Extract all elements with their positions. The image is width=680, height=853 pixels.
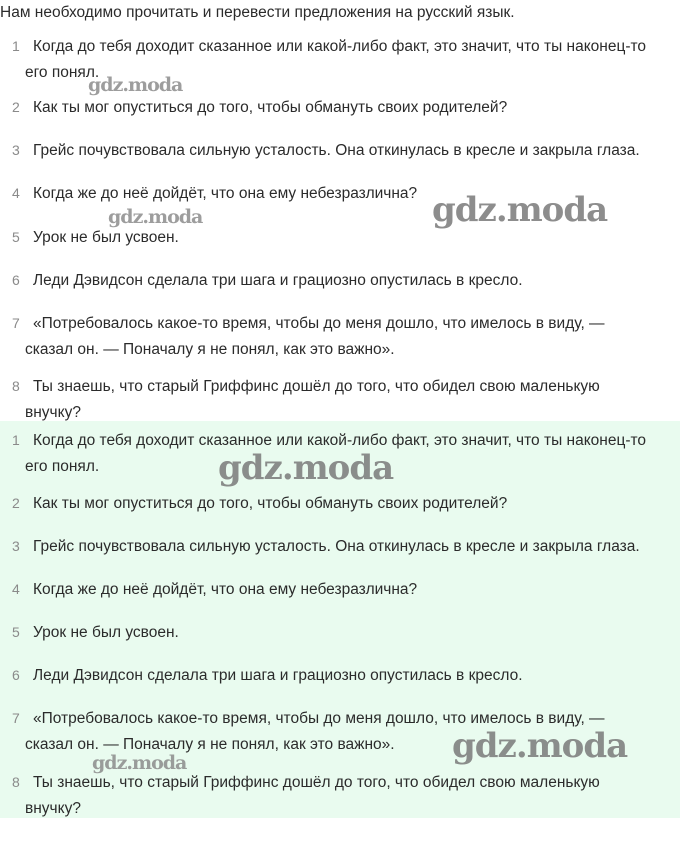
item-text-continued: его понял. — [25, 64, 100, 81]
item-text: Когда до тебя доходит сказанное или какой-либо факт, это значит, что ты наконец-то — [33, 432, 647, 449]
item-number: 1 — [12, 432, 20, 448]
item-number: 7 — [12, 710, 20, 726]
item-number: 2 — [12, 495, 20, 511]
item-number: 3 — [12, 142, 20, 158]
item-number: 8 — [12, 774, 20, 790]
item-text: Грейс почувствовала сильную усталость. Она откинулась в кресле и закрыла глаза. — [33, 142, 640, 159]
item-text: Когда же до неё дойдёт, что она ему небезразлична? — [33, 185, 418, 202]
item-number: 2 — [12, 99, 20, 115]
item-text: Как ты мог опуститься до того, чтобы обмануть своих родителей? — [33, 99, 508, 116]
item-number: 8 — [12, 378, 20, 394]
watermark: gdz.moda — [108, 206, 203, 228]
item-number: 6 — [12, 667, 20, 683]
item-text: Когда же до неё дойдёт, что она ему небезразлична? — [33, 581, 418, 598]
watermark: gdz.moda — [218, 448, 394, 488]
item-text: Как ты мог опуститься до того, чтобы обмануть своих родителей? — [33, 495, 508, 512]
item-text-continued: внучку? — [25, 404, 81, 421]
item-text-continued: его понял. — [25, 458, 100, 475]
item-number: 7 — [12, 315, 20, 331]
item-text: Урок не был усвоен. — [33, 229, 179, 246]
item-number: 4 — [12, 185, 20, 201]
task-heading: Нам необходимо прочитать и перевести предложения на русский язык. — [0, 4, 515, 21]
item-text: Когда до тебя доходит сказанное или какой-либо факт, это значит, что ты наконец-то — [33, 38, 647, 55]
item-text: Леди Дэвидсон сделала три шага и грациозно опустилась в кресло. — [33, 667, 523, 684]
item-number: 1 — [12, 38, 20, 54]
item-text: «Потребовалось какое-то время, чтобы до меня дошло, что имелось в виду, — — [33, 315, 605, 332]
item-text: Леди Дэвидсон сделала три шага и грациозно опустилась в кресло. — [33, 272, 523, 289]
item-text: Ты знаешь, что старый Гриффинс дошёл до того, что обидел свою маленькую — [33, 774, 600, 791]
item-number: 4 — [12, 581, 20, 597]
item-text-continued: внучку? — [25, 800, 81, 817]
item-text-continued: сказал он. — Поначалу я не понял, как это важно». — [25, 341, 395, 358]
item-number: 5 — [12, 624, 20, 640]
item-text: Грейс почувствовала сильную усталость. Она откинулась в кресле и закрыла глаза. — [33, 538, 640, 555]
watermark: gdz.moda — [88, 74, 183, 96]
item-text: «Потребовалось какое-то время, чтобы до меня дошло, что имелось в виду, — — [33, 710, 605, 727]
item-text: Урок не был усвоен. — [33, 624, 179, 641]
watermark: gdz.moda — [92, 752, 187, 774]
watermark: gdz.moda — [452, 726, 628, 766]
item-number: 5 — [12, 229, 20, 245]
watermark: gdz.moda — [432, 190, 608, 230]
item-text: Ты знаешь, что старый Гриффинс дошёл до того, что обидел свою маленькую — [33, 378, 600, 395]
item-text-continued: сказал он. — Поначалу я не понял, как это важно». — [25, 736, 395, 753]
item-number: 6 — [12, 272, 20, 288]
item-number: 3 — [12, 538, 20, 554]
